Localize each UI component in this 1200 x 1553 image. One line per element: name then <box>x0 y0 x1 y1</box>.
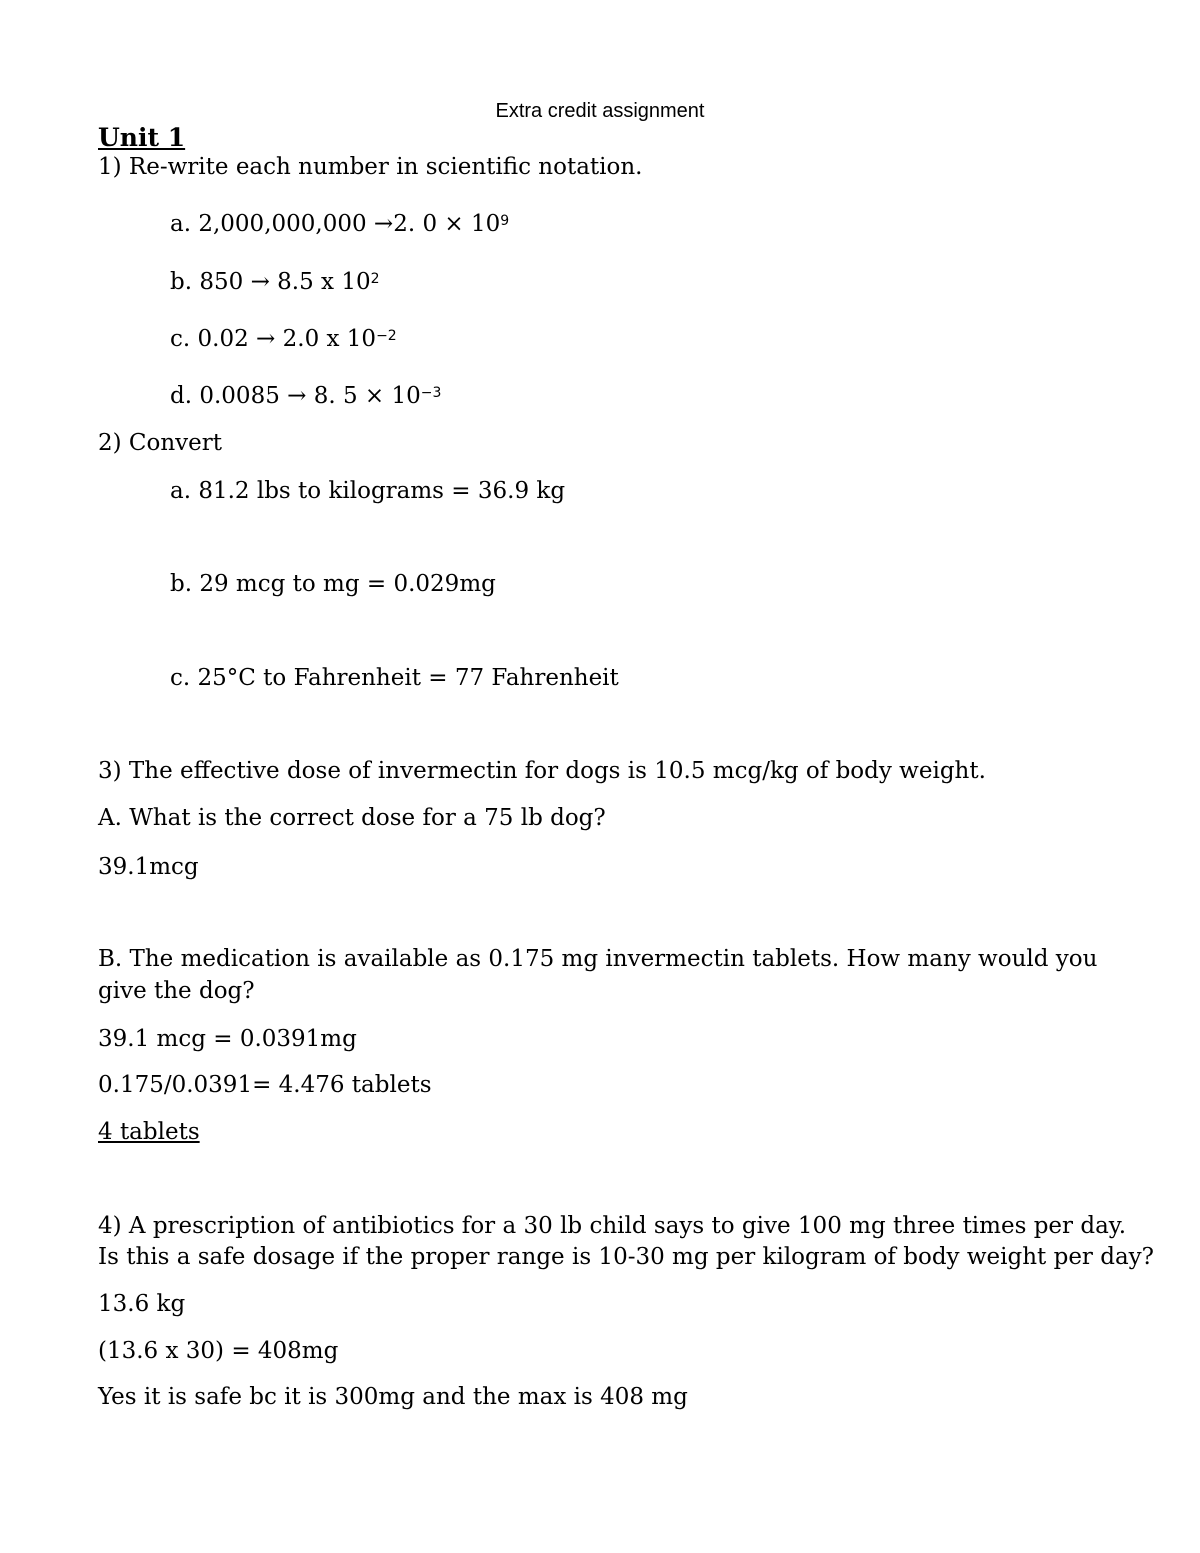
unit-title: Unit 1 <box>98 123 186 152</box>
question-2a: a. 81.2 lbs to kilograms = 36.9 kg <box>170 478 566 504</box>
item-label: c. <box>170 326 191 352</box>
question-4-answer: Yes it is safe bc it is 300mg and the max is 408 mg <box>98 1384 688 1410</box>
question-3a: A. What is the correct dose for a 75 lb dog? <box>98 805 606 831</box>
exponent: 9 <box>500 213 510 229</box>
exponent: 2 <box>370 271 380 287</box>
question-4-line2: Is this a safe dosage if the proper range is 10-30 mg per kilogram of body weight per day? <box>98 1244 1154 1270</box>
question-2b: b. 29 mcg to mg = 0.029mg <box>170 571 496 597</box>
question-3b-answer: 4 tablets <box>98 1119 200 1145</box>
exponent: −3 <box>420 385 442 401</box>
item-label: a. <box>170 211 192 237</box>
exponent: −2 <box>376 328 397 344</box>
question-3-prompt: 3) The effective dose of invermectin for dogs is 10.5 mcg/kg of body weight. <box>98 758 986 784</box>
question-1c <box>170 328 397 351</box>
question-2c: c. 25°C to Fahrenheit = 77 Fahrenheit <box>170 665 619 691</box>
question-1-prompt: 1) Re-write each number in scientific notation. <box>98 154 643 180</box>
question-1d <box>170 385 441 408</box>
item-text: 0.02 → 2.0 x 10 <box>197 326 377 352</box>
item-label: b. <box>170 269 193 295</box>
question-1b <box>170 271 380 294</box>
item-text: 0.0085 → 8. 5 × 10 <box>199 383 421 409</box>
question-3a-answer: 39.1mcg <box>98 854 199 880</box>
item-text: 2,000,000,000 →2. 0 × 10 <box>198 211 501 237</box>
question-4-work-2: (13.6 x 30) = 408mg <box>98 1338 339 1364</box>
question-4-line1: 4) A prescription of antibiotics for a 30 lb child says to give 100 mg three times per day. <box>98 1213 1127 1239</box>
question-2-prompt: 2) Convert <box>98 430 223 456</box>
question-3b-line2: give the dog? <box>98 978 255 1004</box>
question-1a <box>170 213 509 236</box>
question-3b-line1: B. The medication is available as 0.175 mg invermectin tablets. How many would you <box>98 946 1098 972</box>
question-4-work-1: 13.6 kg <box>98 1291 186 1317</box>
item-text: 850 → 8.5 x 10 <box>199 269 371 295</box>
document-header: Extra credit assignment <box>495 100 705 122</box>
question-3b-work-2: 0.175/0.0391= 4.476 tablets <box>98 1072 432 1098</box>
item-label: d. <box>170 383 193 409</box>
question-3b-work-1: 39.1 mcg = 0.0391mg <box>98 1026 357 1052</box>
